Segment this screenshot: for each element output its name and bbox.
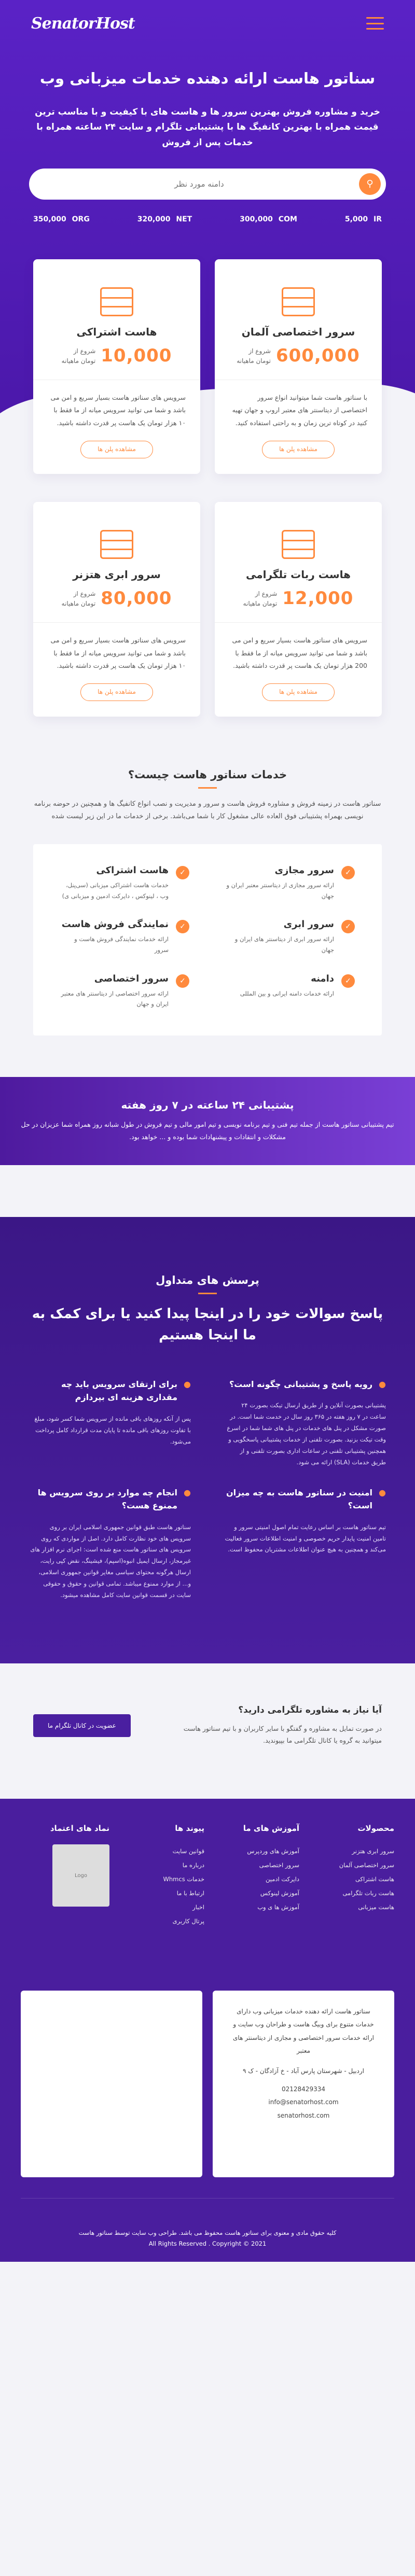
hero-title: سناتور هاست ارائه دهنده خدمات میزبانی وب xyxy=(39,69,376,87)
server-icon xyxy=(282,530,315,559)
faq-question: امنیت در سناتور هاست به چه میزان است؟ xyxy=(226,1487,373,1511)
footer-column-links xyxy=(116,1824,204,1928)
question-icon: ● xyxy=(184,1487,191,1497)
faq-list xyxy=(29,1378,386,1601)
footer-column-trust xyxy=(21,1824,109,1928)
footer-column-title: محصولات xyxy=(357,1824,394,1833)
footer-link[interactable]: آموزش های وردپرس xyxy=(247,1847,299,1855)
faq-title: پرسش های متداول xyxy=(156,1273,259,1286)
price-from-label: شروع از xyxy=(255,590,278,597)
faq-answer: سناتور هاست طبق قوانین جمهوری اسلامی ایران بر روی سرویس های خود نظارت کامل دارد. اصل از مواردی که روی سرویس های سناتور هاست منع شده است: اجرای نرم افزار های غیرمجاز، ارسال ایمیل انبوه(اسپم)، فیشینگ، نقض کپی رایت، ارسال هرگونه محتوای سیاسی مغایر قوانین جمهوری اسلامی، و... از موارد ممنوع میباشد. تمامی قوانین و حقوق و حقوقی سایت در قسمت قوانین سایت کامل مشاهده میشود. xyxy=(30,1523,191,1599)
plan-price: 10,000 xyxy=(101,345,172,366)
services-section xyxy=(0,717,415,1056)
phone[interactable]: 02128429334 xyxy=(282,2085,325,2093)
hamburger-menu-icon[interactable] xyxy=(366,17,384,30)
telegram-cta xyxy=(0,1663,415,1799)
trust-badge[interactable]: Logo xyxy=(52,1844,109,1907)
view-plans-button[interactable]: مشاهده پلن ها xyxy=(262,441,335,458)
check-icon: ✓ xyxy=(341,866,355,879)
view-plans-button[interactable]: مشاهده پلن ها xyxy=(80,441,153,458)
price-from-label: شروع از xyxy=(248,347,271,355)
faq-answer: تیم سناتور هاست بر اساس رعایت تمام اصول امنیتی سرور و تامین امنیت پایدار حریم خصوصی و امنیت اطلاعات سرور فعالیت می‌کند و همچنین به هیچ عنوان اطلاعات مشتریان محفوظ است. xyxy=(225,1523,386,1553)
footer-info-row xyxy=(21,1991,394,2177)
service-item xyxy=(60,973,189,1010)
service-title: سرور اختصاصی xyxy=(94,973,169,984)
price-unit-label: تومان ماهیانه xyxy=(61,357,96,365)
price-unit-label: تومان ماهیانه xyxy=(243,599,278,607)
join-telegram-button[interactable]: عضویت در کانال تلگرام ما xyxy=(33,1714,131,1737)
footer-column-title: آموزش های ما xyxy=(243,1824,299,1833)
faq-answer: پس از آنکه روزهای باقی مانده از سرویس شما کسر شود، مبلغ با تفاوت روزهای باقی مانده تا پایان مدت قرارداد کامل پرداخت می‌شود. xyxy=(34,1415,191,1445)
domain-price-com: 300,000 COM xyxy=(240,215,297,223)
domain-search-input[interactable] xyxy=(39,179,359,189)
footer-column-title: پیوند ها xyxy=(175,1824,204,1833)
service-description: ارائه سرور اختصاصی از دیتاسنتر های معتبر ایران و جهان xyxy=(61,989,169,1008)
plan-price: 12,000 xyxy=(282,588,354,609)
faq-question: انجام چه موارد بر روی سرویس ها ممنوع هست؟ xyxy=(37,1487,178,1511)
footer-columns xyxy=(21,1824,394,1928)
service-item xyxy=(60,865,189,901)
copyright-fa: کلیه حقوق مادی و معنوی برای سناتور هاست محفوظ می باشد. طراحی وب سایت توسط سناتور هاست xyxy=(78,2229,337,2237)
faq-section xyxy=(0,1217,415,1663)
support-text: تیم پشتیبانی سناتور هاست از جمله تیم فنی و تیم برنامه نویسی و تیم امور مالی و تیم فروش در طول شبانه روز همراه شما عزیزان در حل مشکلات و انتقادات و پیشنهادات شما بوده و ... خواهد بود. xyxy=(21,1121,394,1141)
copyright-en: All Rights Reserved . Copyright © 2021 xyxy=(148,2239,267,2247)
footer-link[interactable]: هاست اشتراکی xyxy=(355,1875,394,1883)
footer-column-products xyxy=(306,1824,394,1928)
footer-link[interactable]: سرور ابری هتزنر xyxy=(352,1847,394,1855)
address: اردبیل - شهرستان پارس آباد - خ آزادگان - ک ۹ xyxy=(242,2067,365,2075)
question-icon: ● xyxy=(379,1379,386,1389)
plan-price: 80,000 xyxy=(101,588,172,609)
service-description: خدمات هاست اشتراکی میزبانی (سی‌پنل، وب ، لینوکس ، دایرکت ادمین و میزبانی ی) xyxy=(62,881,169,900)
faq-question: برای ارتقای سرویس باید چه مقداری هزینه ای بپردازم xyxy=(61,1379,178,1403)
domain-price-org: 350,000 ORG xyxy=(33,215,90,223)
domain-price-ir: 5,000 IR xyxy=(344,215,382,223)
domain-search-box xyxy=(29,169,386,200)
support-banner xyxy=(0,1077,415,1165)
footer-column-tutorials xyxy=(211,1824,299,1928)
footer-link[interactable]: هاست میزبانی xyxy=(358,1903,394,1911)
telegram-text: در صورت تمایل به مشاوره و گفتگو با سایر کاربران و با تیم سناتور هاست میتوانید به گروه یا کانال تلگرامی ما بپیوندید. xyxy=(183,1724,382,1745)
footer-column-title: نماد های اعتماد xyxy=(50,1824,109,1833)
price-from-label: شروع از xyxy=(73,347,96,355)
check-icon: ✓ xyxy=(176,920,189,933)
plan-description: سرویس های سناتور هاست بسیار سریع و امن می باشد و شما می توانید سرویس میانه از ما فقط با ۱۰ هزار تومان یک هاست پر قدرت داشته باشید. xyxy=(50,636,186,669)
view-plans-button[interactable]: مشاهده پلن ها xyxy=(262,683,335,701)
footer xyxy=(0,1799,415,2261)
server-icon xyxy=(100,287,133,316)
domain-prices xyxy=(33,215,382,223)
faq-item[interactable] xyxy=(29,1378,191,1468)
plans-grid xyxy=(0,259,415,717)
plan-title: سرور اختصاصی آلمان xyxy=(241,326,355,338)
server-icon xyxy=(282,287,315,316)
price-unit-label: تومان ماهیانه xyxy=(237,357,271,365)
service-title: سرور مجازی xyxy=(274,865,334,876)
service-title: دامنه xyxy=(311,973,334,984)
map-placeholder xyxy=(21,1991,202,2177)
faq-item[interactable] xyxy=(224,1378,386,1468)
server-icon xyxy=(100,530,133,559)
check-icon: ✓ xyxy=(341,920,355,933)
email[interactable]: info@senatorhost.com xyxy=(268,2098,339,2106)
title-divider xyxy=(198,1293,217,1294)
footer-link[interactable]: درباره ما xyxy=(182,1861,204,1869)
footer-link[interactable]: ارتباط با ما xyxy=(176,1889,204,1897)
footer-link[interactable]: آموزش لینوکس xyxy=(260,1889,299,1897)
plan-price: 600,000 xyxy=(275,345,360,366)
service-description: ارائه خدمات دامنه ایرانی و بین المللی xyxy=(240,989,334,997)
check-icon: ✓ xyxy=(176,974,189,988)
footer-link[interactable]: سرور اختصاصی آلمان xyxy=(339,1861,394,1869)
service-item xyxy=(226,865,355,901)
footer-link[interactable]: هاست ربات تلگرامی xyxy=(342,1889,394,1897)
services-description: سناتور هاست در زمینه فروش و مشاوره فروش هاست و سرور و مدیریت و نصب انواع کانفیگ ها و همچنین در حوضه برنامه نویسی بهمراه پشتیبانی فوق العاده عالی مشغول کار با شما می‌باشد. برخی از خدمات ما در این زیر لیست شده xyxy=(34,800,381,820)
copyright xyxy=(21,2198,394,2261)
service-description: ارائه سرور ابری از دیتاسنتر های ایران و جهان xyxy=(234,935,334,954)
contact-card xyxy=(213,1991,394,2177)
service-title: هاست اشتراکی xyxy=(96,865,169,876)
company-description: سناتور هاست ارائه دهنده خدمات میزبانی وب دارای خدمات متنوع برای وبیگ هاست و طراحان وب سایت و ارائه خدمات سرور اختصاصی و مجازی از دیتاسنتر های معتبر xyxy=(233,2008,374,2054)
plan-title: هاست ربات تلگرامی xyxy=(246,568,351,581)
service-title: نمایندگی فروش هاست xyxy=(61,919,169,930)
faq-answer: پشتیبانی بصورت آنلاین و از طریق ارسال تیکت بصورت ۲۴ ساعت در ۷ روز هفته در ۳۶۵ روز سال در خدمت شما است. در صورت مشکل در پنل های خدمات در پنل های شما شما در اسرع وقت تیکت بزنید. بصورت تلفنی از خدمات پشتیبانی پاسخگویی و همچنین پشتیبانی تلفنی در ساعات اداری بصورت تلفنی و از طریق خدمات (SLA) ارائه می شود. xyxy=(227,1402,386,1466)
plan-title: هاست اشتراکی xyxy=(76,326,157,338)
price-from-label: شروع از xyxy=(73,590,96,597)
search-icon[interactable]: ⚲ xyxy=(359,173,381,195)
footer-link[interactable]: دایرکت ادمین xyxy=(266,1875,299,1883)
service-title: سرور ابری xyxy=(283,919,334,930)
plan-card xyxy=(33,502,200,717)
service-item xyxy=(226,973,355,1010)
footer-link[interactable]: قوانین سایت xyxy=(172,1847,204,1855)
top-bar xyxy=(0,0,415,47)
faq-item[interactable] xyxy=(224,1486,386,1601)
plan-description: با سناتور هاست شما میتوانید انواع سرور اختصاصی از دیتاسنتر های معتبر اروپ و جهان تهیه کنید در کوتاه ترین زمان و به راحتی استفاده کنید. xyxy=(232,394,367,427)
service-description: ارائه خدمات نمایندگی فروش هاست و سرور xyxy=(74,935,169,954)
services-title: خدمات سناتور هاست چیست؟ xyxy=(128,768,287,781)
price-unit-label: تومان ماهیانه xyxy=(61,599,96,607)
site-logo[interactable]: SenatorHost xyxy=(31,14,135,33)
plan-description: سرویس های سناتور هاست بسیار سریع و امن می باشد و شما می توانید سرویس میانه از ما فقط با 200 هزار تومان یک هاست پر قدرت داشته باشید. xyxy=(232,636,367,669)
plan-card xyxy=(33,259,200,474)
hero-subtitle: خرید و مشاوره فروش بهترین سرور ها و هاست های با کیفیت و با مناسب ترین قیمت همراه با بهترین کانفیگ ها با پشتیبانی تلگرام و سایت ۲۴ ساعته همراه با خدمات پس از فروش xyxy=(35,106,380,148)
faq-question: رویه پاسخ و پشتیبانی چگونه است؟ xyxy=(229,1379,373,1389)
check-icon: ✓ xyxy=(176,866,189,879)
footer-link[interactable]: آموزش ها ی وب xyxy=(257,1903,299,1911)
support-title: پشتیبانی ۲۴ ساعته در ۷ روز هفته xyxy=(121,1099,294,1112)
service-item xyxy=(226,919,355,955)
telegram-title: آیا نیاز به مشاوره تلگرامی دارید؟ xyxy=(238,1704,382,1715)
plan-title: سرور ابری هتزنر xyxy=(73,568,161,581)
footer-link[interactable]: خدمات Whmcs xyxy=(163,1875,204,1883)
website-link[interactable]: senatorhost.com xyxy=(277,2111,330,2119)
title-divider xyxy=(198,787,217,789)
plan-card xyxy=(215,259,382,474)
footer-link[interactable]: سرور اختصاصی xyxy=(259,1861,299,1869)
faq-lead: پاسخ سوالات خود را در اینجا پیدا کنید یا برای کمک به ما اینجا هستیم xyxy=(32,1306,383,1343)
plan-card xyxy=(215,502,382,717)
service-description: ارائه سرور مجازی از دیتاسنتر معتبر ایران و جهان xyxy=(226,881,334,900)
domain-price-net: 320,000 NET xyxy=(137,215,192,223)
question-icon: ● xyxy=(379,1487,386,1497)
question-icon: ● xyxy=(184,1379,191,1389)
plan-description: سرویس های سناتور هاست بسیار سریع و امن می باشد و شما می توانید سرویس میانه از ما فقط با ۱۰ هزار تومان یک هاست پر قدرت داشته باشید. xyxy=(50,394,186,427)
footer-link[interactable]: پرتال کاربری xyxy=(172,1917,204,1925)
service-item xyxy=(60,919,189,955)
faq-item[interactable] xyxy=(29,1486,191,1601)
view-plans-button[interactable]: مشاهده پلن ها xyxy=(80,683,153,701)
check-icon: ✓ xyxy=(341,974,355,988)
footer-link[interactable]: اخبار xyxy=(192,1903,204,1911)
services-list xyxy=(33,844,382,1035)
